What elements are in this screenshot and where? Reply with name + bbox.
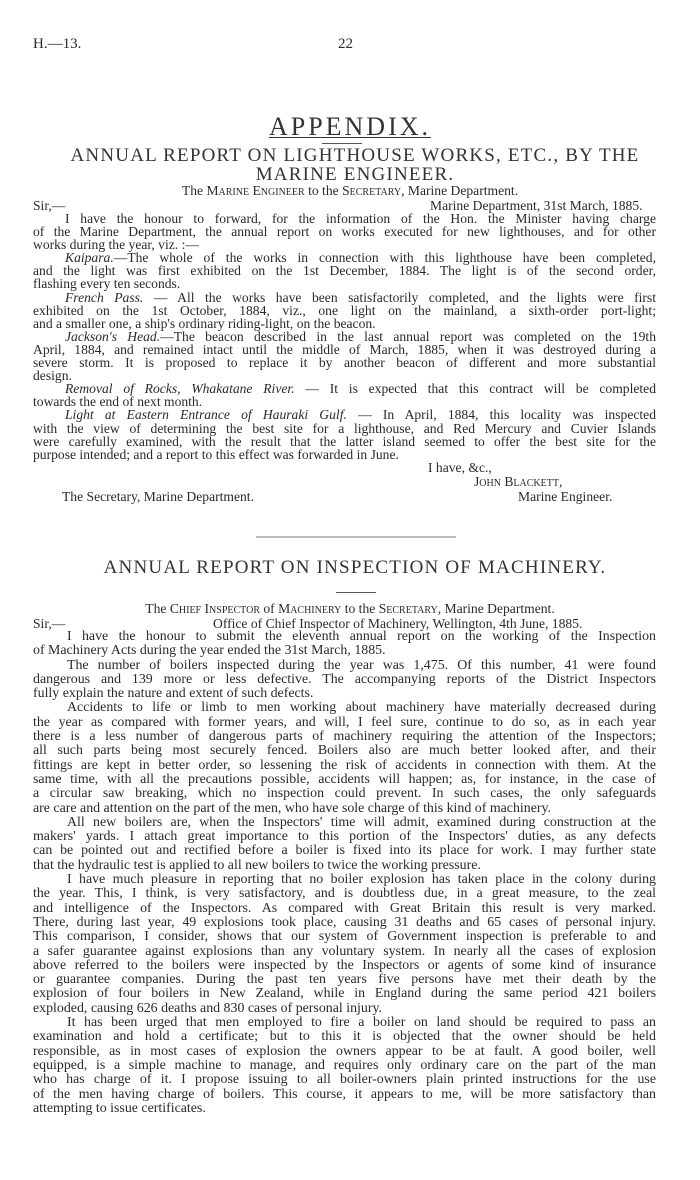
- subtitle-segment: , Marine Department.: [437, 601, 555, 616]
- text-line: that the hydraulic test is applied to all new boilers to twice the working pressure.: [33, 857, 481, 873]
- text-line: are care and attention on the part of the men, who have sole charge of this kind of machinery.: [33, 800, 552, 816]
- text-line: April, 1884, and remained intact until the middle of March, 1885, when it was destroyed during a: [33, 341, 656, 357]
- text-line: above referred to the boilers were inspected by the Inspectors or agents of some kind of insurance: [33, 957, 656, 973]
- text-line: all such parts being most securely fenced. Boilers also are much better looked after, and their: [33, 743, 656, 759]
- text-line: dangerous and 139 more or less defective. The accompanying reports of the District Inspectors: [33, 671, 656, 687]
- text-line: equipped, is a simple machine to manage, and requires only ordinary care on the part of the man: [33, 1057, 656, 1073]
- paragraph-heading: Light at Eastern Entrance of Hauraki Gulf.: [65, 407, 347, 423]
- subtitle-segment: of: [259, 601, 279, 616]
- text-line: severe storm. It is proposed to replace it by another beacon of different and more substantial: [33, 355, 656, 371]
- lighthouse-body: [33, 212, 656, 461]
- machinery-salutation: Sir,—: [33, 616, 66, 631]
- text-line: of Machinery Acts during the year ended the 31st March, 1885.: [33, 643, 386, 659]
- text-line: Kaipara.—The whole of the works in connection with this lighthouse have been completed,: [65, 250, 656, 266]
- subtitle-segment: , Marine Department.: [401, 183, 519, 198]
- document-reference: H.—13.: [33, 36, 82, 52]
- text-line: of the men having charge of boilers. This course, it appears to me, will be more satisfactory than: [33, 1086, 656, 1102]
- paragraph: [33, 659, 656, 702]
- paragraph: [33, 1016, 656, 1116]
- paragraph: [33, 816, 656, 873]
- appendix-heading: [0, 112, 700, 142]
- text-line: Removal of Rocks, Whakatane River. — It is expected that this contract will be completed: [65, 381, 656, 397]
- text-line: examination and hold a certificate; but to this it is objected that the owner should be held: [33, 1029, 656, 1045]
- subtitle-segment: The: [181, 183, 207, 198]
- subtitle-segment: Secretary: [342, 183, 402, 198]
- paragraph: [33, 212, 656, 251]
- text-line: design.: [33, 368, 72, 384]
- subtitle-segment: Secretary: [378, 601, 438, 616]
- addressee: The Secretary, Marine Department.: [62, 489, 254, 504]
- machinery-subtitle: [0, 601, 700, 617]
- paragraph: [33, 291, 656, 330]
- text-line: attempting to issue certificates.: [33, 1100, 206, 1116]
- paragraph-heading: Kaipara.: [65, 250, 114, 266]
- text-line: a circular saw breaking, which no inspection could prevent. In such cases, the only safeguards: [33, 786, 656, 802]
- text-line: makers' yards. I attach great importance to this portion of the Inspectors' duties, as any defects: [33, 829, 656, 845]
- text-line: same time, with all the precautions possible, accidents will happen; as, for instance, in the case of: [33, 771, 656, 787]
- lighthouse-title-line-2: MARINE ENGINEER.: [255, 164, 455, 185]
- text-line: and a smaller one, a ship's ordinary riding-light, on the beacon.: [33, 315, 376, 331]
- text-line: Accidents to life or limb to men working about machinery have materially decreased during: [67, 700, 656, 716]
- text-line: there is a less number of dangerous parts of machinery requiring the attention of the Inspectors;: [33, 729, 656, 745]
- paragraph: [33, 251, 656, 290]
- text-line: a safer guarantee against explosions than any voluntary system. In nearly all the cases of explosion: [33, 943, 656, 959]
- subtitle-segment: Chief Inspector: [169, 601, 260, 616]
- text-line: can be pointed out and rectified before a boiler is fixed into its place for work. I may further state: [33, 843, 656, 859]
- lighthouse-salutation: Sir,—: [33, 198, 66, 213]
- text-line: French Pass. — All the works have been satisfactorily completed, and the lights were first: [65, 289, 656, 305]
- text-line: exploded, causing 626 deaths and 830 cases of personal injury.: [33, 1000, 382, 1016]
- lighthouse-title-line-1: ANNUAL REPORT ON LIGHTHOUSE WORKS, ETC., BY THE: [70, 145, 640, 166]
- paragraph: [33, 382, 656, 408]
- text-line: The number of boilers inspected during the year was 1,475. Of this number, 41 were found: [67, 657, 656, 673]
- text-line: and intelligence of the Inspectors. As compared with Great Britain this result is very marked.: [33, 900, 656, 916]
- paragraph: [33, 873, 656, 1016]
- text-line: and the light was first exhibited on the 1st December, 1884. The light is of the second order,: [33, 263, 656, 279]
- subtitle-segment: Marine Engineer: [206, 183, 305, 198]
- machinery-body: [33, 630, 656, 1116]
- text-line: explosion of four boilers in New Zealand, while in England during the same period 421 boilers: [33, 986, 656, 1002]
- subtitle-segment: to the: [341, 601, 379, 616]
- page-number: 22: [338, 36, 353, 52]
- text-line: responsible, as in most cases of explosion the owners appear to be at fault. A good boiler, well: [33, 1043, 656, 1059]
- text-line: There, during last year, 49 explosions took place, causing 31 deaths and 65 cases of personal injury.: [33, 914, 656, 930]
- text-line: It has been urged that men employed to fire a boiler on land should be required to pass an: [67, 1015, 656, 1031]
- lighthouse-subtitle: [0, 183, 700, 199]
- signatory-name: John Blackett,: [474, 474, 563, 489]
- subtitle-segment: The: [145, 601, 170, 616]
- text-line: exhibited on the 1st October, 1884, viz., one light on the mainland, a sixth-order port-light;: [33, 302, 656, 318]
- paragraph: [33, 408, 656, 460]
- text-line: fittings are kept in better order, so lessening the risk of accidents in connection with them. At the: [33, 757, 656, 773]
- text-line: the year as compared with former years, and will, I feel sure, continue to do so, as in each year: [33, 714, 656, 730]
- text-line: the year. This, I think, is very satisfactory, and is doubtless due, in a great measure, to the zeal: [33, 886, 656, 902]
- closing: I have, &c.,: [428, 460, 492, 475]
- text-line: towards the end of next month.: [33, 394, 203, 410]
- machinery-title: ANNUAL REPORT ON INSPECTION OF MACHINERY.: [103, 557, 607, 578]
- text-line: I have the honour to forward, for the information of the Hon. the Minister having charge: [65, 211, 656, 226]
- text-line: purpose intended; and a report to this effect was forwarded in June.: [33, 446, 399, 462]
- text-line: who has charge of it. I propose issuing to all boiler-owners plain printed instructions for the use: [33, 1072, 656, 1088]
- divider: [322, 143, 362, 144]
- machinery-dateline: Office of Chief Inspector of Machinery, Wellington, 4th June, 1885.: [213, 616, 583, 631]
- lighthouse-dateline: Marine Department, 31st March, 1885.: [430, 198, 643, 213]
- text-line: with the view of determining the best site for a lighthouse, and Red Mercury and Cuvier Islands: [33, 420, 656, 436]
- text-line: fully explain the nature and extent of such defects.: [33, 686, 314, 702]
- subtitle-segment: Machinery: [278, 601, 342, 616]
- text-line: This comparison, I consider, shows that our system of Government inspection is preferable to and: [33, 929, 656, 945]
- appendix-text: APPENDIX.: [268, 112, 432, 141]
- text-line: or guarantee companies. During the past ten years five persons have met their death by the: [33, 972, 656, 988]
- text-line: All new boilers are, when the Inspectors' time will admit, examined during construction at the: [67, 814, 656, 830]
- text-line: were carefully examined, with the result that the latter island seemed to offer the best site for the: [33, 433, 656, 449]
- text-line: I have much pleasure in reporting that no boiler explosion has taken place in the colony during: [67, 872, 656, 888]
- paragraph-heading: French Pass.: [65, 289, 144, 305]
- paragraph: [33, 330, 656, 382]
- subtitle-segment: to the: [304, 183, 343, 198]
- paragraph-heading: Jackson's Head.: [65, 328, 161, 344]
- paragraph: [33, 630, 656, 659]
- section-divider: [256, 536, 456, 538]
- paragraph: [33, 701, 656, 815]
- text-line: Jackson's Head.—The beacon described in the last annual report was completed on the 19th: [65, 328, 656, 344]
- paragraph-heading: Removal of Rocks, Whakatane River.: [65, 381, 295, 397]
- signatory-title: Marine Engineer.: [518, 489, 613, 504]
- text-line: I have the honour to submit the eleventh annual report on the working of the Inspection: [67, 629, 656, 644]
- text-line: flashing every ten seconds.: [33, 276, 181, 292]
- text-line: of the Marine Department, the annual report on works executed for new lighthouses, and for other: [33, 224, 656, 240]
- text-line: Light at Eastern Entrance of Hauraki Gulf. — In April, 1884, this locality was inspected: [65, 407, 656, 423]
- text-line: works during the year, viz. :—: [33, 237, 199, 253]
- divider: [336, 592, 376, 593]
